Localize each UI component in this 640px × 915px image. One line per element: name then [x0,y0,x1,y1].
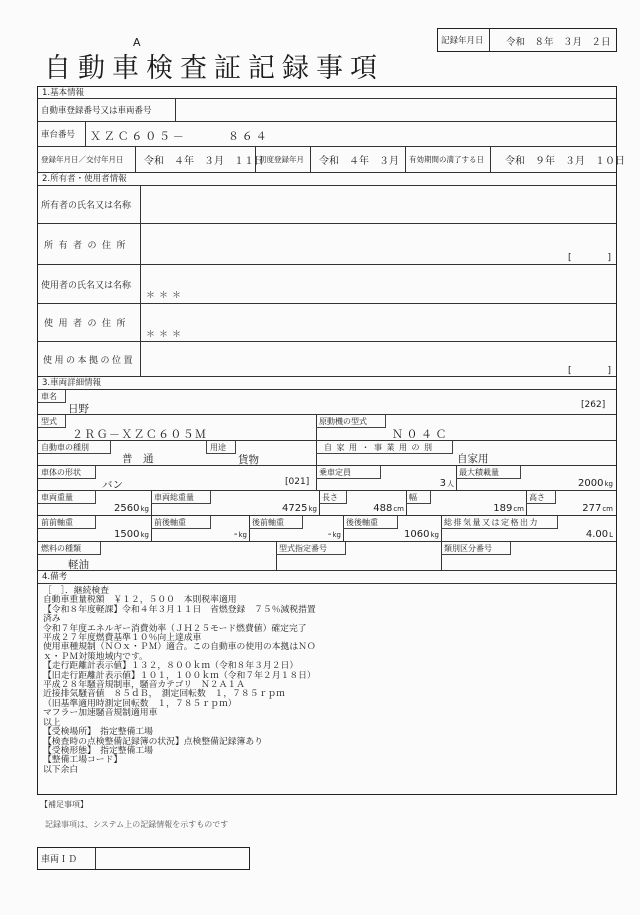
base-location-code: [ ] [568,366,612,376]
displacement-label: 総排気量又は定格出力 [441,516,558,529]
vehicle-id-box [37,847,250,870]
max-load-value: 2000 [578,478,604,489]
height-value: 277 [582,503,602,514]
max-load-label: 最大積載量 [456,466,521,479]
remarks-line: 【旧走行距離計表示値】１０１，１００ｋｍ（令和７年２月１８日） [43,670,316,681]
remarks-line: 【令和８年度軽課】令和４年３月１１日 省燃登録 ７５％減税措置 [43,604,316,615]
base-location-row [38,342,616,377]
body-shape-value: バン [102,479,123,491]
rear-rear-axle-label: 後後軸重 [343,516,398,529]
document-mark: A [133,36,141,49]
supplementary-heading: 【補足事項】 [40,800,88,809]
width-value: 189 [493,503,513,514]
height-field [556,503,613,514]
fuel-row [38,542,616,571]
remarks-line: 平成２８年騒音規制車，騒音カテゴリ Ｎ２Ａ１Ａ [43,680,245,691]
capacity-field [381,478,454,489]
user-address-row [38,304,616,342]
section-remarks-heading: 4.備考 [38,571,616,584]
remarks-line: 自動車重量税額 ￥１２，５００ 本則税率適用 [43,595,237,606]
displacement-field [558,529,613,540]
front-front-axle-field [96,529,149,540]
private-business-label: 自家用・事業用の別 [316,441,453,454]
remarks-line: 以上 [43,717,61,728]
axle-weight-row [38,516,616,542]
dates-row [38,147,625,173]
front-front-axle-label: 前前軸重 [38,516,96,529]
owner-address-code: [ ] [568,253,612,263]
capacity-label: 乗車定員 [316,466,381,479]
rear-front-axle-unit: kg [332,531,341,539]
chassis-number-row [38,122,616,147]
base-location-label: 使用の本拠の位置 [38,342,141,376]
type-designation-label: 型式指定番号 [276,542,346,555]
supplementary-text: 記録事項は、システム上の記録情報を示すものです [45,820,229,829]
rear-rear-axle-unit: kg [430,531,439,539]
displacement-unit: L [609,531,613,539]
document-title: 自動車検査証記録事項 [44,53,384,84]
registration-number-row [38,99,616,122]
capacity-unit: 人 [447,480,454,488]
expiry-label: 有効期間の満了する日 [406,147,491,172]
registration-number-label: 自動車登録番号又は車両番号 [38,99,176,121]
max-load-unit: kg [604,480,613,488]
vehicle-weight-label: 車両重量 [38,491,96,504]
remarks-line: 以下余白 [43,764,79,775]
car-name-row [38,390,616,415]
user-name-value: ＊＊＊ [146,291,186,301]
length-label: 長さ [319,491,347,504]
remarks-line: 【検査時の点検整備記録簿の状況】点検整備記録簿あり [43,736,263,747]
expiry-value: 令和 ９年 ３月 １０日 [505,156,625,167]
length-field [347,503,404,514]
chassis-number-label: 車台番号 [38,122,86,146]
user-name-row [38,265,616,304]
section-owner-user-heading: 2.所有者・使用者情報 [38,173,616,186]
capacity-value: 3 [439,478,446,489]
record-form [37,86,625,795]
gross-weight-unit: kg [308,505,317,513]
vehicle-kind-label: 自動車の種別 [38,441,111,454]
user-name-label: 使用者の氏名又は名称 [38,265,141,303]
length-unit: cm [393,505,404,513]
gross-weight-label: 車両総重量 [151,491,211,504]
body-shape-code: [021] [285,477,310,487]
remarks-line: 【受検形態】 指定整備工場 [43,745,153,756]
displacement-value: 4.00 [585,529,609,540]
record-date-label: 記録年月日 [438,29,490,51]
remarks-line: 【整備工場コード】 [43,755,123,766]
registration-date-value: 令和 ４年 ３月 １１日 [136,147,256,172]
first-registration-label: 初度登録年月 [256,147,311,172]
front-rear-axle-unit: kg [238,531,247,539]
height-label: 高さ [526,491,556,504]
owner-address-label: 所有者の住所 [38,224,141,264]
first-registration-value: 令和 ４年 ３月 [311,147,406,172]
engine-model-value: Ｎ０４Ｃ [392,428,450,441]
remarks-text [43,587,316,775]
front-rear-axle-field [211,529,247,540]
length-value: 488 [373,503,393,514]
rear-front-axle-label: 後前軸重 [249,516,303,529]
rear-front-axle-field [303,529,341,540]
vehicle-weight-value: 2560 [114,503,140,514]
remarks-line: 【受検場所】 指定整備工場 [43,727,153,738]
remarks-line: 【走行距離計表示値】１３２，８００ｋｍ（令和８年３月２日） [43,661,299,672]
rear-rear-axle-value: 1060 [404,529,430,540]
rear-front-axle-value: - [327,529,332,540]
remarks-line: ［ ］．継続検査 [43,586,109,596]
max-load-field [521,478,613,489]
purpose-label: 用途 [206,441,236,454]
remarks-line: 済み [43,614,61,625]
category-label: 類別区分番号 [441,542,511,555]
vehicle-weight-field [96,503,149,514]
record-date-box [437,28,617,52]
model-value: ２ＲＧ－ＸＺＣ６０５Ｍ [72,428,208,441]
user-address-value: ＊＊＊ [146,330,186,340]
vehicle-kind-row [38,441,616,466]
car-name-code: [262] [581,400,606,410]
height-unit: cm [602,505,613,513]
remarks-line: （旧基準適用時測定回転数 １，７８５ｒｐｍ） [43,698,237,709]
remarks-line: 使用車種規制（ＮＯｘ・ＰＭ）適合。この自動車の使用の本拠はＮＯ [43,642,316,653]
remarks-line: マフラー加速騒音規制適用車 [43,708,158,719]
front-front-axle-unit: kg [140,531,149,539]
engine-model-label: 原動機の型式 [316,415,386,428]
registration-date-label: 登録年月日／交付年月日 [38,147,136,172]
private-business-value: 自家用 [457,453,489,465]
width-unit: cm [513,505,524,513]
user-address-label: 使用者の住所 [38,304,141,341]
rear-rear-axle-field [398,529,439,540]
vehicle-id-label: 車両ＩＤ [38,848,96,869]
car-name-value: 日野 [68,403,89,415]
model-row [38,415,616,441]
front-rear-axle-value: - [233,529,238,540]
gross-weight-value: 4725 [282,503,308,514]
fuel-label: 燃料の種類 [38,542,101,555]
owner-name-label: 所有者の氏名又は名称 [38,186,141,223]
remarks-line: 平成２７年度燃費基準１０％向上達成車 [43,633,202,644]
remarks-line: 令和７年度エネルギー消費効率（ＪＨ２５モード燃費値）確定完了 [43,623,307,634]
purpose-value: 貨物 [238,454,259,466]
section-vehicle-details-heading: 3.車両詳細情報 [38,377,616,390]
owner-name-row [38,186,616,224]
width-label: 幅 [406,491,431,504]
owner-address-row [38,224,616,265]
record-date-value: 令和 ８年 ３月 ２日 [506,37,611,48]
remarks-line: 近接排気騒音値 ８５ｄＢ， 測定回転数 １，７８５ｒｐｍ [43,689,285,700]
weight-dimensions-row [38,491,616,516]
body-shape-label: 車体の形状 [38,466,96,479]
vehicle-weight-unit: kg [140,505,149,513]
front-front-axle-value: 1500 [114,529,140,540]
car-name-label: 車名 [38,390,66,403]
vehicle-kind-value: 普 通 [122,453,154,465]
front-rear-axle-label: 前後軸重 [151,516,211,529]
model-label: 型式 [38,415,66,428]
chassis-number-value: ＸＺＣ６０５－ ８６４ [90,130,270,143]
gross-weight-field [211,503,317,514]
remarks-line: ｘ・ＰＭ対策地域内です。 [43,651,148,662]
body-shape-row [38,466,616,491]
width-field [431,503,524,514]
section-basic-info-heading: 1.基本情報 [38,87,616,99]
fuel-value: 軽油 [68,559,89,571]
